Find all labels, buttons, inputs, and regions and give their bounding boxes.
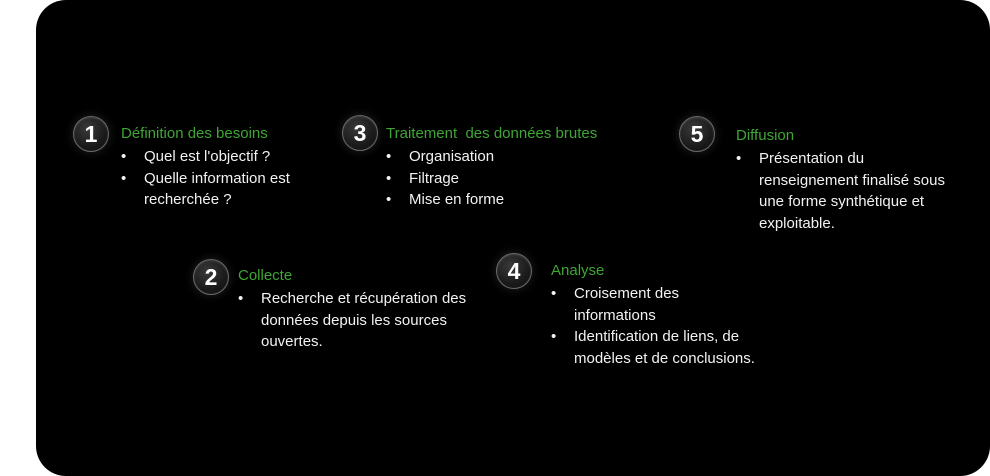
step-4-number-badge: 4 [496, 253, 532, 289]
step-2-number-badge: 2 [193, 259, 229, 295]
step-3-number-badge: 3 [342, 115, 378, 151]
step-5-bullets [736, 148, 946, 234]
step-3-bullet: • Mise en forme [386, 189, 586, 211]
step-5-bullet: • Présentation du renseignement finalisé sous une forme synthétique et exploitable. [736, 148, 946, 234]
step-3-bullet: • Filtrage [386, 168, 586, 190]
step-4-bullets [551, 283, 756, 369]
step-4-bullet: • Identification de liens, de modèles et de conclusions. [551, 326, 756, 369]
step-1-title: Définition des besoins [121, 125, 268, 142]
step-5-title: Diffusion [736, 127, 795, 144]
step-1-number-badge: 1 [73, 116, 109, 152]
step-1-bullet: • Quel est l'objectif ? [121, 146, 331, 168]
step-4-title: Analyse [551, 262, 605, 279]
step-2-title: Collecte [238, 267, 293, 284]
step-4-bullet: • Croisement des informations [551, 283, 756, 326]
diagram-panel [36, 0, 990, 476]
step-1-bullets [121, 146, 331, 211]
step-1-bullet: • Quelle information est recherchée ? [121, 168, 331, 211]
step-3-bullets [386, 146, 586, 211]
step-3-bullet: • Organisation [386, 146, 586, 168]
step-3-title: Traitement des données brutes [386, 125, 598, 142]
step-2-bullets [238, 288, 478, 353]
step-2-bullet: • Recherche et récupération des données depuis les sources ouvertes. [238, 288, 478, 353]
step-5-number-badge: 5 [679, 116, 715, 152]
